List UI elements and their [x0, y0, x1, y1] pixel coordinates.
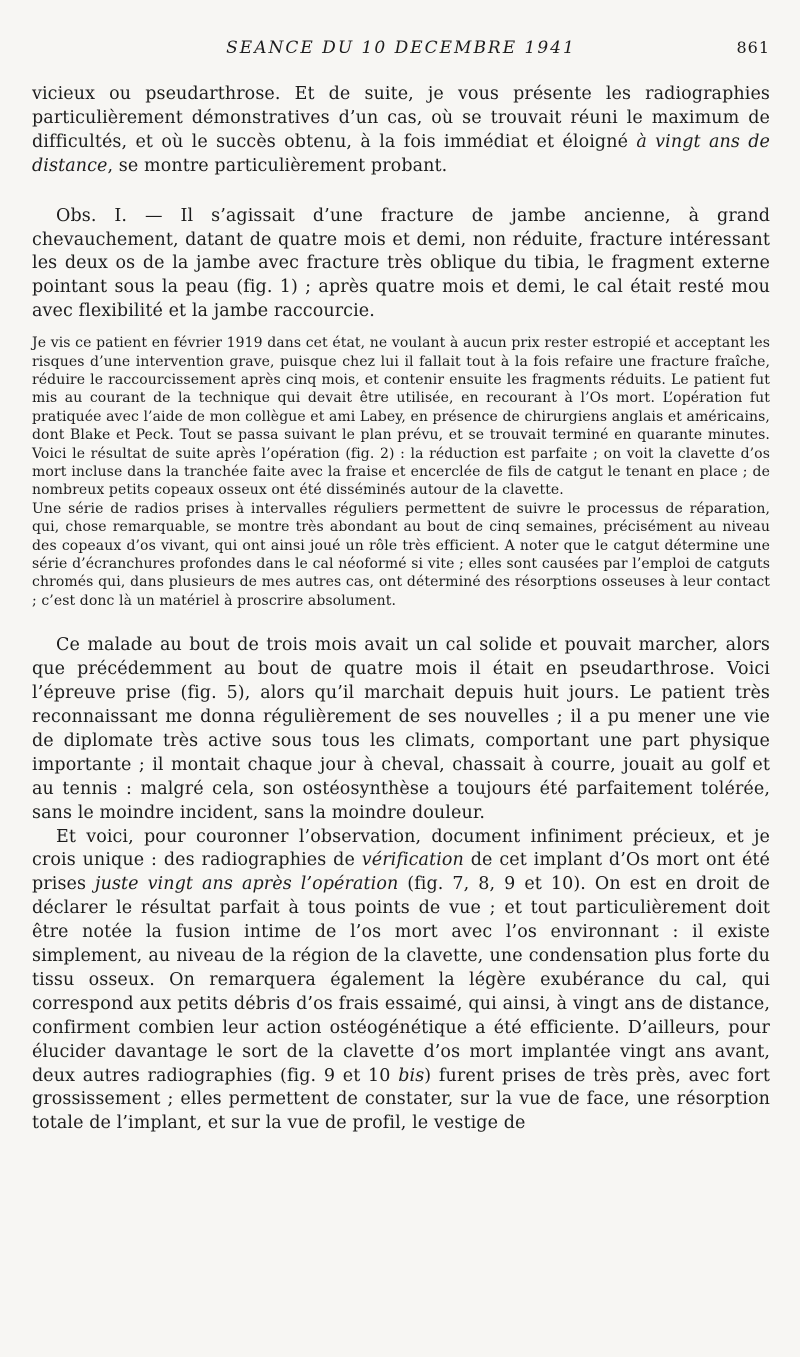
- paragraph-intro: vicieux ou pseudarthrose. Et de suite, je vous présente les radiographies particulièrement démonstratives d’un cas, où se trouvait réuni le maximum de difficultés, et où le succès obtenu, à la fois immédiat et éloigné à vingt ans de distance, se montre particulièrement probant.: [32, 84, 770, 176]
- running-header: [32, 38, 770, 64]
- paragraph-outcome: Ce malade au bout de trois mois avait un cal solide et pouvait marcher, alors que précédemment au bout de quatre mois il était en pseudarthrose. Voici l’épreuve prise (fig. 5), alors qu’il marchait depuis huit jours. Le patient très reconnaissant me donna régulièrement de ses nouvelles ; il a pu mener une vie de diplomate très active sous tous les climats, comportant une part physique importante ; il montait chaque jour à cheval, chassait à courre, jouait au golf et au tennis : malgré cela, son ostéosynthèse a toujours été parfaitement tolérée, sans le moindre incident, sans la moindre douleur.: [32, 635, 770, 823]
- paragraph-verification: Et voici, pour couronner l’observation, document infiniment précieux, et je crois unique : des radiographies de vérification de cet implant d’Os mort ont été prises juste vingt ans après l’opération (fig. 7, 8, 9 et 10). On est en droit de déclarer le résultat parfait à tous points de vue ; et tout particulièrement doit être notée la fusion intime de l’os mort avec l’os environnant : il existe simplement, au niveau de la région de la clavette, une condensation plus forte du tissu osseux. On remarquera également la légère exubérance du cal, qui correspond aux petits débris d’os frais essaimé, qui ainsi, à vingt ans de distance, confirment combien leur action ostéogénétique a été efficiente. D’ailleurs, pour élucider davantage le sort de la clavette d’os mort implantée vingt ans avant, deux autres radiographies (fig. 9 et 10 bis) furent prises de très près, avec fort grossissement ; elles permettent de constater, sur la vue de face, une résorption totale de l’implant, et sur la vue de profil, le vestige de: [32, 826, 771, 1134]
- paragraph-case-details: Je vis ce patient en février 1919 dans cet état, ne voulant à aucun prix rester estropié et acceptant les risques d’une intervention grave, puisque chez lui il fallait tout à la fois refaire une fracture fraîche, réduire le raccourcissement après cinq mois, et contenir ensuite les fragments réduits. Le patient fut mis au courant de la technique qui devait être utilisée, en recourant à l’Os mort. L’opération fut pratiquée avec l’aide de mon collègue et ami Labey, en présence de chirurgiens anglais et américains, dont Blake et Peck. Tout se passa suivant le plan prévu, et se trouvait terminé en quarante minutes. Voici le résultat de suite après l’opération (fig. 2) : la réduction est parfaite ; on voit la clavette d’os mort incluse dans la tranchée faite avec la fraise et encerclée de fils de catgut le tenant en place ; de nombreux petits copeaux osseux ont été disséminés autour de la clavette.: [32, 335, 770, 499]
- paragraph-radios: Une série de radios prises à intervalles réguliers permettent de suivre le processus de réparation, qui, chose remarquable, se montre très abondant au bout de cinq semaines, précisément au niveau des copeaux d’os vivant, qui ont ainsi joué un rôle très efficient. A noter que le catgut détermine une série d’écranchures profondes dans le cal néoformé si vite ; elles sont causées par l’emploi de catguts chromés qui, dans plusieurs de mes autres cas, ont déterminé des résorptions osseuses à leur contact ; c’est donc là un matériel à proscrire absolument.: [32, 500, 770, 609]
- header-title: SEANCE DU 10 DECEMBRE 1941: [226, 38, 576, 58]
- page-body: [32, 83, 770, 1136]
- page-number: 861: [736, 38, 770, 57]
- paragraph-observation: Obs. I. — Il s’agissait d’une fracture de jambe ancienne, à grand chevauchement, datant de quatre mois et demi, non réduite, fracture intéressant les deux os de la jambe avec fracture très oblique du tibia, le fragment externe pointant sous la peau (fig. 1) ; après quatre mois et demi, le cal était resté mou avec flexibilité et la jambe raccourcie.: [32, 205, 770, 322]
